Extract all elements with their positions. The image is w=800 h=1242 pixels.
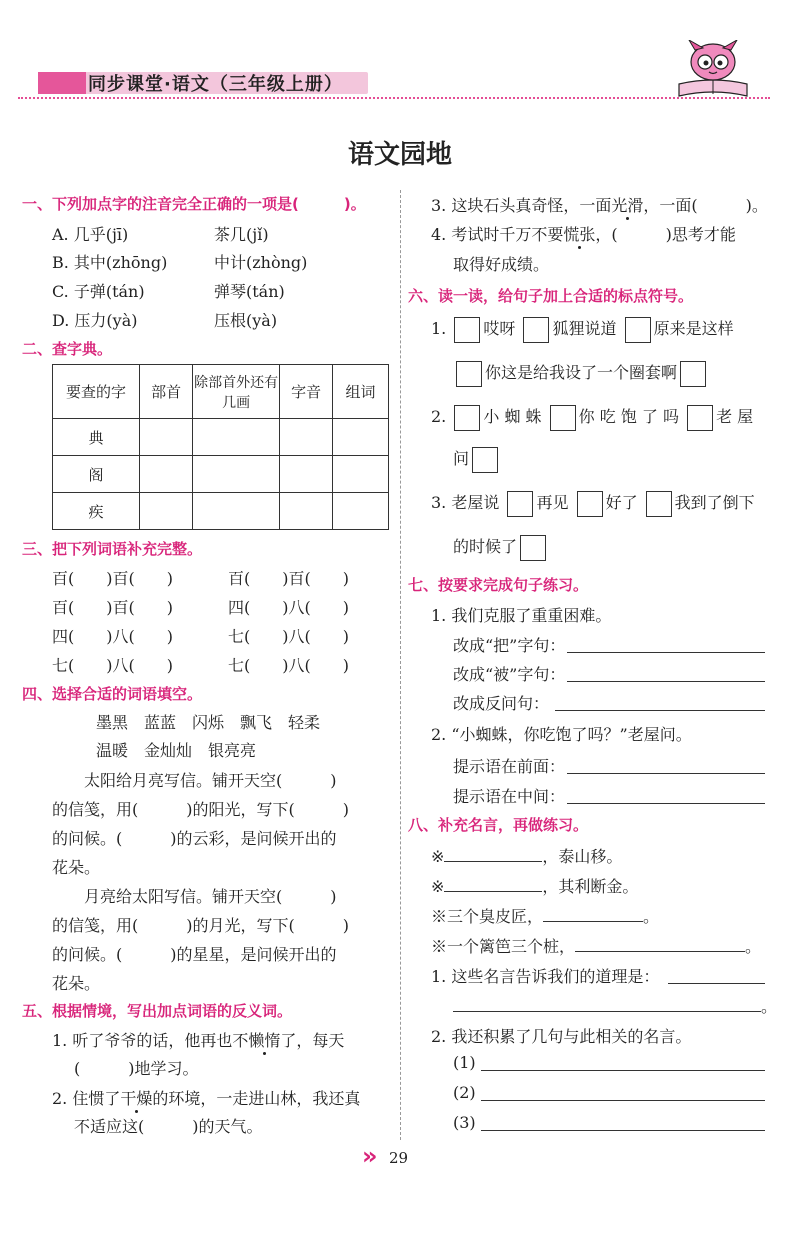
q-text: 好了 [605,493,638,512]
q-text: 老 屋 [716,407,754,426]
answer-line[interactable] [444,877,542,892]
punct-box[interactable] [454,405,480,431]
maxim-q2: 2. 我还积累了几句与此相关的名言。 [431,1027,692,1046]
word-bank: 墨黑 蓝蓝 闪烁 飘飞 轻柔 [96,713,321,732]
q-text: 再见 [536,493,569,512]
table-row-char: 阁 [53,456,140,493]
table-row-char: 典 [53,419,140,456]
q-text: 的环境，一走进山林，我还真 [152,1089,361,1108]
answer-cell[interactable] [333,419,389,456]
idiom-blank[interactable]: 百( )百( ) [228,569,349,588]
section-6-title: 六、读一读，给句子加上合适的标点符号。 [408,287,694,305]
answer-label: 提示语在中间： [453,787,566,806]
q-text: 的时候了 [453,537,518,556]
answer-cell[interactable] [280,493,333,530]
punct-line-1 [431,316,734,343]
answer-label: 改成反问句： [453,694,550,713]
column-divider [400,190,401,1140]
q-text: 2. 住惯了 [52,1089,121,1108]
q-text: ，泰山移。 [542,847,623,866]
header-divider [18,97,770,99]
antonym-q2 [52,1086,360,1109]
punct-line-6 [453,534,549,561]
col-header: 要查的字 [53,365,140,419]
q-text: 4. 考试时千万不要 [431,225,564,244]
star-mark: ※ [431,847,445,866]
punct-box[interactable] [646,491,672,517]
answer-label: 改成“被”字句： [453,665,566,684]
punct-box[interactable] [680,361,706,387]
section-3-title: 三、把下列词语补充完整。 [22,540,203,558]
answer-line[interactable] [567,667,765,682]
answer-cell[interactable] [333,456,389,493]
punct-line-5 [431,490,755,517]
option-c2: 弹琴(tán) [214,282,285,301]
q-text: 问 [453,449,470,468]
option-b: B. 其中(zhōng) [52,253,168,272]
q-text: ，其利断金。 [542,877,639,896]
q-text: 2. [431,407,447,426]
punct-box[interactable] [454,317,480,343]
dictionary-table [52,364,389,530]
answer-cell[interactable] [140,419,193,456]
antonym-q4-cont: 取得好成绩。 [453,255,550,274]
q-text: 了，每天 [280,1031,345,1050]
maxim-1 [431,844,622,867]
answer-line[interactable] [567,759,765,774]
maxim-3: ※三个臭皮匠， 。 [431,907,660,926]
passage-line: 的信笺，用( )的阳光，写下( ) [52,800,349,819]
col-header: 除部首外还有几画 [193,365,280,419]
q-text: 1. [431,319,447,338]
list-num: (2) [453,1083,476,1102]
q-text: ※三个臭皮匠， [431,907,544,926]
star-mark: ※ [431,877,445,896]
answer-cell[interactable] [140,493,193,530]
col-header: 组词 [333,365,389,419]
passage-line: 月亮给太阳写信。铺开天空( ) [84,887,337,906]
idiom-blank[interactable]: 百( )百( ) [52,569,173,588]
mascot-book-icon [673,40,753,100]
passage-line: 的问候。( )的云彩，是问候开出的 [52,829,337,848]
antonym-q2-blank[interactable]: 不适应这( )的天气。 [74,1117,263,1136]
col-header: 字音 [280,365,333,419]
punct-box[interactable] [456,361,482,387]
section-5-title: 五、根据情境，写出加点词语的反义词。 [22,1002,293,1020]
passage-line: 的信笺，用( )的月光，写下( ) [52,916,349,935]
punct-line-3 [431,404,753,431]
punct-box[interactable] [520,535,546,561]
idiom-blank[interactable]: 七( )八( ) [52,656,173,675]
punct-line-4 [453,446,501,473]
answer-line[interactable] [575,937,745,952]
punct-box[interactable] [625,317,651,343]
answer-line[interactable] [481,1086,765,1101]
punct-box[interactable] [523,317,549,343]
q-text: 1. 听了爷爷的话，他再也不 [52,1031,249,1050]
idiom-blank[interactable]: 七( )八( ) [228,656,349,675]
option-a2: 茶几(jǐ) [214,225,269,244]
answer-line[interactable] [444,847,542,862]
q-text: ，( )思考才能 [595,225,736,244]
q-text: 小 蜘 蛛 [483,407,542,426]
answer-cell[interactable] [333,493,389,530]
section-4-title: 四、选择合适的词语填空。 [22,685,203,703]
section-7-title: 七、按要求完成句子练习。 [408,576,589,594]
antonym-q1 [52,1028,344,1051]
page-number: 29 [389,1149,409,1167]
q-text: 你 吃 饱 了 吗 [578,407,679,426]
section-2-title: 二、查字典。 [22,340,113,358]
answer-cell[interactable] [193,493,280,530]
antonym-q4 [431,222,736,245]
answer-line[interactable] [567,638,765,653]
punct-box[interactable] [472,447,498,473]
section-1-title: 一、下列加点字的注音完全正确的一项是( )。 [22,195,366,213]
punct-box[interactable] [577,491,603,517]
answer-cell[interactable] [280,419,333,456]
answer-cell[interactable] [280,456,333,493]
dotted-word: 干燥 [120,1089,153,1108]
idiom-blank[interactable]: 四( )八( ) [228,598,349,617]
period: 。 [761,997,778,1016]
option-a: A. 几乎(jī) [52,225,129,244]
page-title: 语文园地 [347,140,452,170]
answer-line[interactable] [453,997,761,1012]
sentence-q1: 1. 我们克服了重重困难。 [431,606,612,625]
antonym-q1-blank[interactable]: ( )地学习。 [74,1059,199,1078]
answer-label: 改成“把”字句： [453,636,566,655]
antonym-q3 [431,193,768,216]
maxim-q1: 1. 这些名言告诉我们的道理是： [431,967,660,986]
q-text: 原来是这样 [653,319,734,338]
dotted-word: 懒惰 [248,1031,281,1050]
answer-line[interactable] [481,1116,765,1131]
passage-line: 太阳给月亮写信。铺开天空( ) [84,771,337,790]
page-arrow-icon: » [362,1142,378,1170]
idiom-blank[interactable]: 百( )百( ) [52,598,173,617]
q-text: 哎呀 [483,319,516,338]
q-text: ，一面( )。 [643,196,768,215]
option-d: D. 压力(yà) [52,311,138,330]
punct-line-2 [453,360,709,387]
answer-cell[interactable] [140,456,193,493]
section-8-title: 八、补充名言，再做练习。 [408,816,589,834]
table-row-char: 疾 [53,493,140,530]
q-text: 3. 这块石头真奇怪，一面 [431,196,612,215]
idiom-blank[interactable]: 七( )八( ) [228,627,349,646]
answer-line[interactable] [543,907,643,922]
idiom-blank[interactable]: 四( )八( ) [52,627,173,646]
answer-line[interactable] [555,696,765,711]
passage-line: 的问候。( )的星星，是问候开出的 [52,945,337,964]
q-text: 我到了倒下 [674,493,755,512]
word-bank: 温暖 金灿灿 银亮亮 [96,741,257,760]
q-text: 3. 老屋说 [431,493,500,512]
list-num: (3) [453,1113,476,1132]
answer-line[interactable] [567,789,765,804]
maxim-2 [431,874,638,897]
col-header: 部首 [140,365,193,419]
sentence-q2: 2. “小蜘蛛，你吃饱了吗？”老屋问。 [431,725,692,744]
q-text: ※一个篱笆三个桩， [431,937,576,956]
punct-box[interactable] [507,491,533,517]
answer-cell[interactable] [193,419,280,456]
answer-cell[interactable] [193,456,280,493]
q-text: 你这是给我设了一个圈套啊 [485,363,678,382]
q-text: 狐狸说道 [552,319,617,338]
option-d2: 压根(yà) [214,311,278,330]
punct-box[interactable] [687,405,713,431]
punct-box[interactable] [550,405,576,431]
option-b2: 中计(zhòng) [214,253,308,272]
passage-line: 花朵。 [52,858,101,877]
dotted-word: 慌张 [563,225,596,244]
answer-line[interactable] [668,969,765,984]
maxim-4: ※一个篱笆三个桩， 。 [431,937,762,956]
answer-line[interactable] [481,1056,765,1071]
header-title: 同步课堂·语文（三年级上册） [88,74,343,95]
option-c: C. 子弹(tán) [52,282,145,301]
list-num: (1) [453,1053,476,1072]
answer-label: 提示语在前面： [453,757,566,776]
passage-line: 花朵。 [52,974,101,993]
dotted-word: 光滑 [611,196,644,215]
